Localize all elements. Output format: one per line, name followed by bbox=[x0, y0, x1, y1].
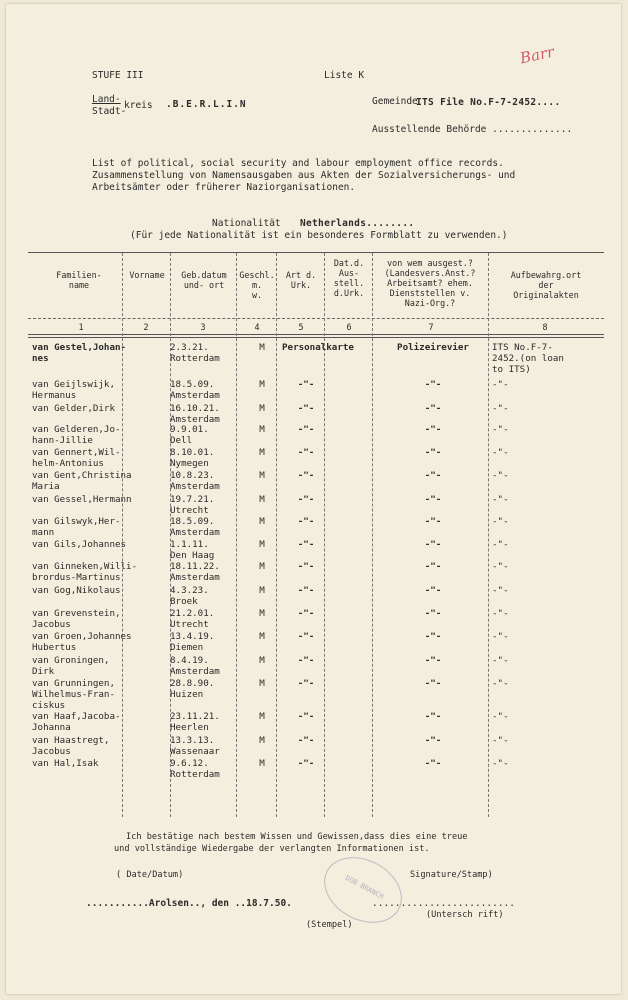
cell-name: van Gent,Christina Maria bbox=[32, 470, 132, 492]
red-annotation: Barr bbox=[518, 42, 556, 68]
cell-wem: Polizeirevier bbox=[397, 342, 469, 353]
kreis-value: .B.E.R.L.I.N bbox=[166, 99, 247, 110]
cell-auf: -"- bbox=[492, 403, 509, 414]
col-number-8: 8 bbox=[542, 322, 548, 332]
cell-wem: -"- bbox=[424, 516, 442, 527]
cell-art: -"- bbox=[297, 585, 315, 596]
col-number-6: 6 bbox=[346, 322, 352, 332]
cell-sex: M bbox=[259, 424, 265, 435]
cell-art: -"- bbox=[297, 403, 315, 414]
cell-sex: M bbox=[259, 470, 265, 481]
cell-art: -"- bbox=[297, 447, 315, 458]
cell-wem: -"- bbox=[424, 655, 442, 666]
cell-wem: -"- bbox=[424, 711, 442, 722]
cell-name: van Gennert,Wil- helm-Antonius bbox=[32, 447, 121, 469]
cell-sex: M bbox=[259, 379, 265, 390]
table-header-rule bbox=[28, 318, 604, 319]
cell-wem: -"- bbox=[424, 447, 442, 458]
col-number-2: 2 bbox=[143, 322, 149, 332]
cell-sex: M bbox=[259, 585, 265, 596]
cell-date: 28.8.90. Huizen bbox=[170, 678, 215, 700]
stamp-text: DOB BRANCH bbox=[343, 873, 385, 901]
header-art: Art d. Urk. bbox=[285, 270, 317, 290]
cell-date: 2.3.21. Rotterdam bbox=[170, 342, 220, 364]
cell-sex: M bbox=[259, 561, 265, 572]
header-geburtsdatum: Geb.datum und- ort bbox=[181, 270, 227, 290]
cell-name: van Haaf,Jacoba- Johanna bbox=[32, 711, 121, 733]
date-label: ( Date/Datum) bbox=[116, 870, 184, 880]
confirm-line-2: und vollständige Wiedergabe der verlangten Informationen ist. bbox=[114, 844, 430, 854]
land-label: Land- bbox=[92, 94, 121, 105]
header-geschlecht: Geschl. m. w. bbox=[239, 270, 275, 300]
cell-name: van Ginneken,Willi- brordus-Martinus bbox=[32, 561, 138, 583]
nationality-label: Nationalität bbox=[212, 218, 281, 229]
cell-name: van Gessel,Hermann bbox=[32, 494, 132, 505]
cell-wem: -"- bbox=[424, 608, 442, 619]
intro-line-2: Zusammenstellung von Namensausgaben aus Akten der Sozialversicherungs- und bbox=[92, 170, 516, 181]
cell-name: van Haastregt, Jacobus bbox=[32, 735, 110, 757]
cell-auf: -"- bbox=[492, 678, 509, 689]
cell-sex: M bbox=[259, 447, 265, 458]
cell-wem: -"- bbox=[424, 470, 442, 481]
cell-auf: -"- bbox=[492, 379, 509, 390]
nationality-note: (Für jede Nationalität ist ein besonderes Formblatt zu verwenden.) bbox=[130, 230, 508, 241]
col-number-1: 1 bbox=[78, 322, 84, 332]
signature-line: ......................... bbox=[372, 898, 515, 909]
cell-date: 13.4.19. Diemen bbox=[170, 631, 215, 653]
cell-date: 9.6.12. Rotterdam bbox=[170, 758, 220, 780]
cell-wem: -"- bbox=[424, 539, 442, 550]
col-number-7: 7 bbox=[428, 322, 434, 332]
cell-sex: M bbox=[259, 711, 265, 722]
cell-date: 16.10.21. Amsterdam bbox=[170, 403, 220, 425]
confirm-line-1: Ich bestätige nach bestem Wissen und Gewissen,dass dies eine treue bbox=[126, 832, 468, 842]
cell-auf: -"- bbox=[492, 447, 509, 458]
cell-sex: M bbox=[259, 342, 265, 353]
cell-wem: -"- bbox=[424, 424, 442, 435]
cell-auf: -"- bbox=[492, 516, 509, 527]
cell-art: -"- bbox=[297, 379, 315, 390]
cell-art: -"- bbox=[297, 608, 315, 619]
gemeinde-value: ITS File No.F-7-2452.... bbox=[416, 97, 561, 108]
cell-date: 18.5.09. Amsterdam bbox=[170, 516, 220, 538]
cell-name: van Groningen, Dirk bbox=[32, 655, 110, 677]
table-number-rule-2 bbox=[28, 337, 604, 338]
cell-name: van Gog,Nikolaus bbox=[32, 585, 121, 596]
cell-wem: -"- bbox=[424, 494, 442, 505]
intro-line-1: List of political, social security and labour employment office records. bbox=[92, 158, 504, 169]
table-row bbox=[6, 342, 621, 376]
cell-auf: -"- bbox=[492, 655, 509, 666]
cell-name: van Hal,Isak bbox=[32, 758, 99, 769]
col-number-3: 3 bbox=[200, 322, 206, 332]
cell-date: 21.2.01. Utrecht bbox=[170, 608, 215, 630]
cell-sex: M bbox=[259, 655, 265, 666]
cell-name: van Groen,Johannes Hubertus bbox=[32, 631, 132, 653]
header-datum-ausstellung: Dat.d. Aus- stell. d.Urk. bbox=[333, 258, 365, 298]
cell-auf: -"- bbox=[492, 539, 509, 550]
cell-sex: M bbox=[259, 539, 265, 550]
cell-name: van Gilswyk,Her- mann bbox=[32, 516, 121, 538]
stempel-label: (Stempel) bbox=[306, 920, 353, 930]
behoerde-label: Ausstellende Behörde .............. bbox=[372, 124, 573, 135]
cell-wem: -"- bbox=[424, 735, 442, 746]
cell-date: 8.4.19. Amsterdam bbox=[170, 655, 220, 677]
cell-date: 19.7.21. Utrecht bbox=[170, 494, 215, 516]
cell-auf: ITS No.F-7- 2452.(on loan to ITS) bbox=[492, 342, 564, 375]
kreis-label: kreis bbox=[124, 100, 153, 111]
cell-art: Personalkarte bbox=[282, 342, 354, 353]
table-number-rule bbox=[28, 334, 604, 335]
cell-art: -"- bbox=[297, 470, 315, 481]
cell-wem: -"- bbox=[424, 403, 442, 414]
cell-name: van Gelderen,Jo- hann-Jillie bbox=[32, 424, 121, 446]
cell-art: -"- bbox=[297, 735, 315, 746]
cell-art: -"- bbox=[297, 678, 315, 689]
cell-sex: M bbox=[259, 403, 265, 414]
cell-sex: M bbox=[259, 494, 265, 505]
cell-auf: -"- bbox=[492, 631, 509, 642]
cell-name: van Gelder,Dirk bbox=[32, 403, 115, 414]
table-row bbox=[6, 758, 621, 792]
cell-art: -"- bbox=[297, 424, 315, 435]
cell-date: 18.5.09. Amsterdam bbox=[170, 379, 220, 401]
cell-name: van Grevenstein, Jacobus bbox=[32, 608, 121, 630]
place-date: ...........Arolsen.., den ..18.7.50. bbox=[86, 898, 292, 909]
cell-art: -"- bbox=[297, 539, 315, 550]
col-number-4: 4 bbox=[254, 322, 260, 332]
cell-date: 1.1.11. Den Haag bbox=[170, 539, 215, 561]
cell-auf: -"- bbox=[492, 711, 509, 722]
cell-sex: M bbox=[259, 758, 265, 769]
cell-sex: M bbox=[259, 735, 265, 746]
intro-line-3: Arbeitsämter oder früherer Naziorganisationen. bbox=[92, 182, 356, 193]
cell-auf: -"- bbox=[492, 470, 509, 481]
cell-art: -"- bbox=[297, 655, 315, 666]
cell-art: -"- bbox=[297, 631, 315, 642]
col-number-5: 5 bbox=[298, 322, 304, 332]
cell-auf: -"- bbox=[492, 735, 509, 746]
stufe-label: STUFE III bbox=[92, 70, 144, 81]
cell-auf: -"- bbox=[492, 585, 509, 596]
cell-date: 4.3.23. Broek bbox=[170, 585, 209, 607]
cell-auf: -"- bbox=[492, 424, 509, 435]
cell-date: 8.10.01. Nymegen bbox=[170, 447, 215, 469]
cell-art: -"- bbox=[297, 516, 315, 527]
cell-wem: -"- bbox=[424, 379, 442, 390]
cell-auf: -"- bbox=[492, 608, 509, 619]
stadt-label: Stadt- bbox=[92, 106, 127, 117]
cell-date: 13.3.13. Wassenaar bbox=[170, 735, 220, 757]
cell-name: van Gils,Johannes bbox=[32, 539, 127, 550]
liste-label: Liste K bbox=[324, 70, 365, 81]
cell-auf: -"- bbox=[492, 758, 509, 769]
cell-date: 10.8.23. Amsterdam bbox=[170, 470, 220, 492]
cell-art: -"- bbox=[297, 561, 315, 572]
cell-date: 23.11.21. Heerlen bbox=[170, 711, 220, 733]
header-von-wem: von wem ausgest.? (Landesvers.Anst.? Arbeitsamt? ehem. Dienststellen v. Nazi-Org.? bbox=[384, 258, 476, 308]
cell-sex: M bbox=[259, 631, 265, 642]
cell-art: -"- bbox=[297, 758, 315, 769]
gemeinde-label: Gemeinde bbox=[372, 96, 418, 107]
cell-auf: -"- bbox=[492, 494, 509, 505]
cell-wem: -"- bbox=[424, 585, 442, 596]
cell-name: van Gestel,Johan- nes bbox=[32, 342, 127, 364]
cell-wem: -"- bbox=[424, 561, 442, 572]
cell-sex: M bbox=[259, 678, 265, 689]
header-vorname: Vorname bbox=[129, 270, 165, 280]
cell-sex: M bbox=[259, 516, 265, 527]
document-page bbox=[6, 4, 621, 994]
cell-name: van Grunningen, Wilhelmus-Fran- ciskus bbox=[32, 678, 115, 711]
unterschrift-label: (Untersch rift) bbox=[426, 910, 504, 920]
table-row bbox=[6, 678, 621, 712]
cell-sex: M bbox=[259, 608, 265, 619]
cell-art: -"- bbox=[297, 494, 315, 505]
cell-wem: -"- bbox=[424, 678, 442, 689]
header-familienname: Familien- name bbox=[56, 270, 102, 290]
nationality-value: Netherlands........ bbox=[300, 218, 415, 229]
cell-wem: -"- bbox=[424, 758, 442, 769]
cell-name: van Geijlswijk, Hermanus bbox=[32, 379, 115, 401]
cell-date: 9.9.01. Dell bbox=[170, 424, 209, 446]
table-top-rule bbox=[28, 252, 604, 253]
signature-label: Signature/Stamp) bbox=[410, 870, 493, 880]
cell-auf: -"- bbox=[492, 561, 509, 572]
cell-date: 18.11.22. Amsterdam bbox=[170, 561, 220, 583]
cell-wem: -"- bbox=[424, 631, 442, 642]
header-aufbewahrungsort: Aufbewahrg.ort der Originalakten bbox=[510, 270, 582, 300]
cell-art: -"- bbox=[297, 711, 315, 722]
